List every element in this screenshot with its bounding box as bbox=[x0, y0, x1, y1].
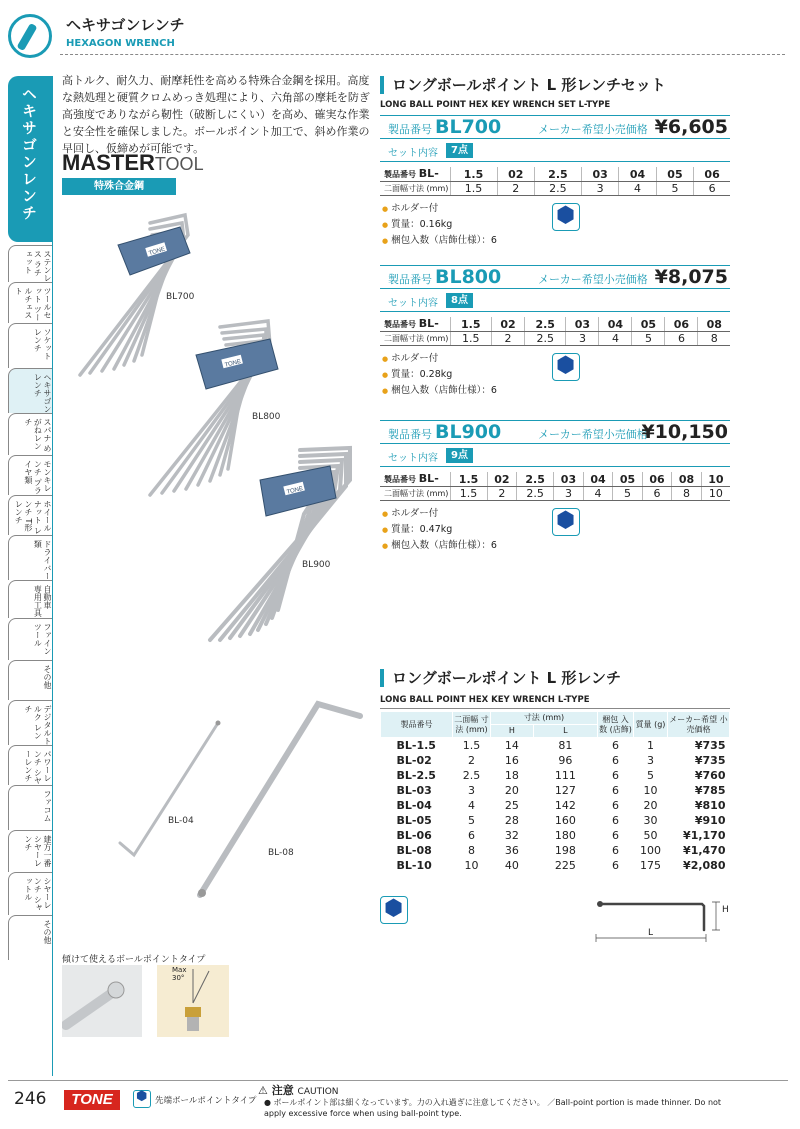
sidebar-tab[interactable]: ドライバー類 bbox=[8, 535, 52, 580]
width-cell: 3 bbox=[554, 487, 584, 501]
set-notes bbox=[382, 506, 497, 554]
width-cell: 6 bbox=[642, 487, 672, 501]
ball-point-type-icon bbox=[133, 1090, 151, 1108]
size-cell: 2.5 bbox=[524, 317, 565, 332]
intro-text: 高トルク、耐久力、耐摩耗性を高める特殊合金鋼を採用。高度な熱処理と硬質クロムめっき処理により、六角部の摩耗を防ぎ高強度でありながら靭性（破断しにくい）を高め、確実な作業と安全性を確保しました。ボールポイント加工で、斜め作業の早回し、仮締めが可能です。 bbox=[62, 74, 370, 155]
width-cell: 6 bbox=[694, 182, 730, 196]
set-content-row bbox=[380, 445, 730, 467]
cell-h: 28 bbox=[504, 814, 519, 827]
cell-code: BL-2.5 bbox=[396, 769, 436, 782]
svg-text:TONE: TONE bbox=[148, 246, 166, 258]
bl900-label: BL900 bbox=[302, 560, 331, 570]
cell-h: 14 bbox=[504, 739, 519, 752]
cell-mass: 1 bbox=[647, 739, 654, 752]
bl08-image bbox=[190, 690, 370, 910]
width-cell: 5 bbox=[613, 487, 643, 501]
cell-h: 25 bbox=[504, 799, 519, 812]
table-row bbox=[381, 768, 730, 783]
cell-code: BL-04 bbox=[396, 799, 432, 812]
set-notes bbox=[382, 201, 497, 249]
alloy-badge: 特殊合金鋼 bbox=[62, 178, 176, 195]
set-content-row bbox=[380, 140, 730, 162]
ball-caption: 傾けて使えるボールポイントタイプ bbox=[62, 955, 206, 965]
sidebar-tab[interactable]: ホイールナット レンチ T形レンチ bbox=[8, 495, 52, 535]
cell-width: 1.5 bbox=[462, 739, 481, 752]
product-code: BL800 bbox=[435, 266, 502, 288]
th-l: L bbox=[533, 725, 597, 738]
table-row bbox=[381, 813, 730, 828]
cell-code: BL-05 bbox=[396, 814, 432, 827]
wrench-logo-icon bbox=[8, 14, 52, 58]
product-label: 製品番号 bbox=[388, 123, 432, 136]
ball-point-icon bbox=[380, 896, 408, 924]
cell-mass: 20 bbox=[643, 799, 658, 812]
set-label: セット内容 bbox=[388, 453, 438, 464]
set-size-table bbox=[380, 167, 730, 196]
sidebar-tab[interactable]: シヤーレンチ シャットル bbox=[8, 872, 52, 915]
cell-mass: 100 bbox=[640, 844, 661, 857]
bl800-label: BL800 bbox=[252, 412, 281, 422]
size-cell: 08 bbox=[672, 472, 702, 487]
cell-price: ¥910 bbox=[694, 814, 726, 827]
size-row bbox=[380, 472, 730, 487]
size-cell: 03 bbox=[581, 167, 618, 182]
set-size-table bbox=[380, 472, 730, 501]
brand-tool: TOOL bbox=[154, 154, 204, 174]
ball-point-photo bbox=[62, 965, 142, 1037]
width-row bbox=[380, 487, 730, 501]
sidebar-tab[interactable]: 自動車 専用工具 bbox=[8, 580, 52, 618]
width-cell: 4 bbox=[619, 182, 656, 196]
sidebar-tab[interactable]: その他 bbox=[8, 915, 52, 960]
cell-l: 81 bbox=[558, 739, 573, 752]
product-label: 製品番号 bbox=[388, 273, 432, 286]
th-dims: 寸法 (mm) bbox=[491, 712, 598, 725]
bl04-label: BL-04 bbox=[168, 816, 194, 826]
product-price: ¥8,075 bbox=[654, 266, 728, 288]
maker-price-label: メーカー希望小売価格 bbox=[538, 428, 648, 441]
cell-mass: 3 bbox=[647, 754, 654, 767]
width-cell: 4 bbox=[599, 332, 632, 346]
size-cell: 06 bbox=[642, 472, 672, 487]
size-cell: 2.5 bbox=[517, 472, 554, 487]
single-section-title: ロングボールポイント L 形レンチ bbox=[380, 669, 621, 687]
holder-icon bbox=[552, 203, 580, 231]
table-row bbox=[381, 753, 730, 768]
page-subtitle: HEXAGON WRENCH bbox=[66, 38, 175, 49]
size-cell: 06 bbox=[665, 317, 698, 332]
cell-width: 5 bbox=[468, 814, 475, 827]
cell-pack: 6 bbox=[612, 844, 619, 857]
cell-h: 18 bbox=[504, 769, 519, 782]
cell-pack: 6 bbox=[612, 769, 619, 782]
holder-icon bbox=[552, 508, 580, 536]
sidebar-tab[interactable]: ヘキサゴン レンチ bbox=[8, 368, 52, 413]
set-notes bbox=[382, 351, 497, 399]
size-cell: 2.5 bbox=[534, 167, 581, 182]
note-item: ● ホルダー付 bbox=[382, 506, 497, 522]
sidebar-tab[interactable]: パワーレンチ シヤーレンチ bbox=[8, 745, 52, 785]
size-cell: 08 bbox=[698, 317, 730, 332]
brand-main: MASTER bbox=[62, 150, 155, 175]
width-cell: 3 bbox=[581, 182, 618, 196]
cell-h: 40 bbox=[504, 859, 519, 872]
table-row bbox=[381, 828, 730, 843]
width-cell: 1.5 bbox=[450, 182, 497, 196]
th-mass: 質量 (g) bbox=[634, 712, 668, 738]
width-cell: 2 bbox=[487, 487, 517, 501]
sidebar-tab[interactable]: モンキレンチ プライヤ類 bbox=[8, 455, 52, 495]
width-row-label: 二面幅寸法 (mm) bbox=[380, 487, 450, 501]
size-cell: 1.5 bbox=[450, 317, 491, 332]
cell-h: 32 bbox=[504, 829, 519, 842]
cell-mass: 10 bbox=[643, 784, 658, 797]
bl700-label: BL700 bbox=[166, 292, 195, 302]
cell-mass: 5 bbox=[647, 769, 654, 782]
spec-table bbox=[380, 711, 730, 873]
cell-mass: 30 bbox=[643, 814, 658, 827]
cell-h: 20 bbox=[504, 784, 519, 797]
single-section-rule bbox=[380, 708, 730, 709]
width-cell: 2.5 bbox=[524, 332, 565, 346]
bl900-image bbox=[200, 440, 360, 650]
size-cell: 03 bbox=[566, 317, 599, 332]
width-cell: 2.5 bbox=[534, 182, 581, 196]
size-cell: 05 bbox=[632, 317, 665, 332]
maker-price-label: メーカー希望小売価格 bbox=[538, 123, 648, 136]
width-cell: 4 bbox=[583, 487, 613, 501]
width-cell: 5 bbox=[656, 182, 693, 196]
note-item: ● 質量：0.47kg bbox=[382, 522, 497, 538]
set-count-badge: 8点 bbox=[446, 293, 473, 308]
cell-l: 225 bbox=[554, 859, 576, 872]
cell-pack: 6 bbox=[612, 799, 619, 812]
size-cell: 03 bbox=[554, 472, 584, 487]
size-cell: 1.5 bbox=[450, 472, 487, 487]
cell-l: 127 bbox=[554, 784, 576, 797]
sidebar-tab[interactable]: ソケット レンチ bbox=[8, 323, 52, 368]
size-row bbox=[380, 167, 730, 182]
cell-h: 16 bbox=[504, 754, 519, 767]
product-label: 製品番号 bbox=[388, 428, 432, 441]
width-row bbox=[380, 332, 730, 346]
width-row bbox=[380, 182, 730, 196]
caution-en: CAUTION bbox=[297, 1087, 339, 1097]
width-cell: 8 bbox=[698, 332, 730, 346]
size-cell: 04 bbox=[599, 317, 632, 332]
width-cell: 2 bbox=[491, 332, 524, 346]
size-row-label: 製品番号 BL- bbox=[380, 167, 450, 182]
cell-price: ¥810 bbox=[694, 799, 726, 812]
width-cell: 10 bbox=[701, 487, 730, 501]
cell-l: 142 bbox=[554, 799, 576, 812]
set-product-row bbox=[380, 265, 730, 289]
table-row bbox=[381, 783, 730, 798]
width-cell: 2.5 bbox=[517, 487, 554, 501]
cell-h: 36 bbox=[504, 844, 519, 857]
ball-point-type-label: 先端ボールポイントタイプ bbox=[155, 1096, 257, 1106]
sidebar-tab[interactable]: ツールセット ツールチェスト bbox=[8, 282, 52, 323]
set-count-badge: 9点 bbox=[446, 448, 473, 463]
cell-l: 111 bbox=[554, 769, 576, 782]
bl08-label: BL-08 bbox=[268, 848, 294, 858]
size-row bbox=[380, 317, 730, 332]
cell-mass: 175 bbox=[640, 859, 661, 872]
sidebar-tab[interactable]: ステンレス ラチェット bbox=[8, 245, 52, 282]
page-title: ヘキサゴンレンチ bbox=[66, 16, 185, 34]
set-content-row bbox=[380, 290, 730, 312]
sidebar-tab[interactable]: スパナ めがねレンチ bbox=[8, 413, 52, 455]
product-price: ¥6,605 bbox=[654, 116, 728, 138]
tone-logo: TONE bbox=[64, 1090, 120, 1110]
cell-width: 2 bbox=[468, 754, 475, 767]
table-row bbox=[381, 798, 730, 813]
width-cell: 5 bbox=[632, 332, 665, 346]
cell-price: ¥1,170 bbox=[683, 829, 726, 842]
size-cell: 05 bbox=[656, 167, 693, 182]
th-price: メーカー希望 小売価格 bbox=[668, 712, 730, 738]
caution-jp: 注意 bbox=[271, 1084, 294, 1097]
width-cell: 3 bbox=[566, 332, 599, 346]
cell-width: 8 bbox=[468, 844, 475, 857]
product-code: BL900 bbox=[435, 421, 502, 443]
th-width: 二面幅 寸法 (mm) bbox=[453, 712, 491, 738]
size-cell: 02 bbox=[491, 317, 524, 332]
width-cell: 8 bbox=[672, 487, 702, 501]
cell-price: ¥735 bbox=[694, 754, 726, 767]
size-cell: 04 bbox=[619, 167, 656, 182]
note-item: ● ホルダー付 bbox=[382, 201, 497, 217]
size-cell: 02 bbox=[497, 167, 534, 182]
sidebar-active-label: ヘキサゴンレンチ bbox=[20, 86, 38, 222]
sidebar-tab[interactable]: ファインツール bbox=[8, 618, 52, 660]
dimension-diagram bbox=[590, 890, 730, 950]
th-code: 製品番号 bbox=[381, 712, 453, 738]
table-row bbox=[381, 738, 730, 754]
cell-price: ¥785 bbox=[694, 784, 726, 797]
cell-l: 180 bbox=[554, 829, 576, 842]
width-cell: 2 bbox=[497, 182, 534, 196]
note-item: ● 梱包入数（店飾仕様）：6 bbox=[382, 383, 497, 399]
size-row-label: 製品番号 BL- bbox=[380, 472, 450, 487]
table-row bbox=[381, 858, 730, 873]
cell-pack: 6 bbox=[612, 859, 619, 872]
sidebar-divider bbox=[52, 76, 53, 1076]
header-divider bbox=[60, 54, 785, 55]
width-cell: 1.5 bbox=[450, 332, 491, 346]
cell-width: 2.5 bbox=[462, 769, 481, 782]
cell-pack: 6 bbox=[612, 829, 619, 842]
size-cell: 10 bbox=[701, 472, 730, 487]
width-row-label: 二面幅寸法 (mm) bbox=[380, 332, 450, 346]
maker-price-label: メーカー希望小売価格 bbox=[538, 273, 648, 286]
size-row-label: 製品番号 BL- bbox=[380, 317, 450, 332]
cell-code: BL-10 bbox=[396, 859, 432, 872]
note-item: ● 梱包入数（店飾仕様）：6 bbox=[382, 538, 497, 554]
note-item: ● ホルダー付 bbox=[382, 351, 497, 367]
set-product-row bbox=[380, 115, 730, 139]
size-cell: 02 bbox=[487, 472, 517, 487]
note-item: ● 質量：0.16kg bbox=[382, 217, 497, 233]
set-label: セット内容 bbox=[388, 298, 438, 309]
note-item: ● 質量：0.28kg bbox=[382, 367, 497, 383]
diagram-l-label: L bbox=[648, 928, 654, 938]
cell-price: ¥760 bbox=[694, 769, 726, 782]
size-cell: 06 bbox=[694, 167, 730, 182]
cell-l: 96 bbox=[558, 754, 573, 767]
width-row-label: 二面幅寸法 (mm) bbox=[380, 182, 450, 196]
sidebar-tab[interactable]: デジタルトルク レンチ bbox=[8, 700, 52, 745]
width-cell: 1.5 bbox=[450, 487, 487, 501]
cell-width: 6 bbox=[468, 829, 475, 842]
sidebar-tab[interactable]: ファコム bbox=[8, 785, 52, 830]
holder-icon bbox=[552, 353, 580, 381]
table-row bbox=[381, 843, 730, 858]
cell-price: ¥735 bbox=[694, 739, 726, 752]
cell-l: 160 bbox=[554, 814, 576, 827]
size-cell: 05 bbox=[613, 472, 643, 487]
caution-title: ⚠ 注意 CAUTION bbox=[258, 1084, 339, 1097]
cell-code: BL-1.5 bbox=[396, 739, 436, 752]
sidebar-tab[interactable]: 建方一番 シヤーレンチ bbox=[8, 830, 52, 872]
cell-width: 4 bbox=[468, 799, 475, 812]
set-product-row bbox=[380, 420, 730, 444]
diagram-h-label: H bbox=[722, 905, 729, 915]
cell-width: 3 bbox=[468, 784, 475, 797]
cell-mass: 50 bbox=[643, 829, 658, 842]
brand-logo bbox=[62, 150, 204, 176]
product-code: BL700 bbox=[435, 116, 502, 138]
cell-width: 10 bbox=[464, 859, 479, 872]
single-section-subtitle: LONG BALL POINT HEX KEY WRENCH L-TYPE bbox=[380, 695, 590, 705]
page-number: 246 bbox=[14, 1089, 47, 1109]
footer-divider bbox=[8, 1080, 788, 1081]
cell-pack: 6 bbox=[612, 754, 619, 767]
cell-code: BL-03 bbox=[396, 784, 432, 797]
width-cell: 6 bbox=[665, 332, 698, 346]
cell-price: ¥2,080 bbox=[683, 859, 726, 872]
cell-pack: 6 bbox=[612, 739, 619, 752]
set-size-table bbox=[380, 317, 730, 346]
product-price: ¥10,150 bbox=[641, 421, 728, 443]
size-cell: 04 bbox=[583, 472, 613, 487]
size-cell: 1.5 bbox=[450, 167, 497, 182]
set-section-title: ロングボールポイント L 形レンチセット bbox=[380, 76, 666, 94]
th-pack: 梱包 入数 (店飾) bbox=[598, 712, 634, 738]
set-count-badge: 7点 bbox=[446, 143, 473, 158]
cell-code: BL-06 bbox=[396, 829, 432, 842]
th-h: H bbox=[491, 725, 534, 738]
caution-text: ● ボールポイント部は細くなっています。力の入れ過ぎに注意してください。 ／Ball-point portion is made thinner. Do not apply excessive force when using ball-point type. bbox=[264, 1098, 722, 1118]
cell-pack: 6 bbox=[612, 814, 619, 827]
set-section-subtitle: LONG BALL POINT HEX KEY WRENCH SET L-TYPE bbox=[380, 100, 611, 110]
cell-l: 198 bbox=[554, 844, 576, 857]
set-label: セット内容 bbox=[388, 148, 438, 159]
cell-price: ¥1,470 bbox=[683, 844, 726, 857]
svg-text:TONE: TONE bbox=[286, 485, 304, 496]
sidebar-tab[interactable]: その他 bbox=[8, 660, 52, 700]
max-angle-label: Max 30° bbox=[172, 966, 187, 982]
svg-text:TONE: TONE bbox=[224, 358, 242, 369]
cell-code: BL-08 bbox=[396, 844, 432, 857]
note-item: ● 梱包入数（店飾仕様）：6 bbox=[382, 233, 497, 249]
cell-code: BL-02 bbox=[396, 754, 432, 767]
cell-pack: 6 bbox=[612, 784, 619, 797]
